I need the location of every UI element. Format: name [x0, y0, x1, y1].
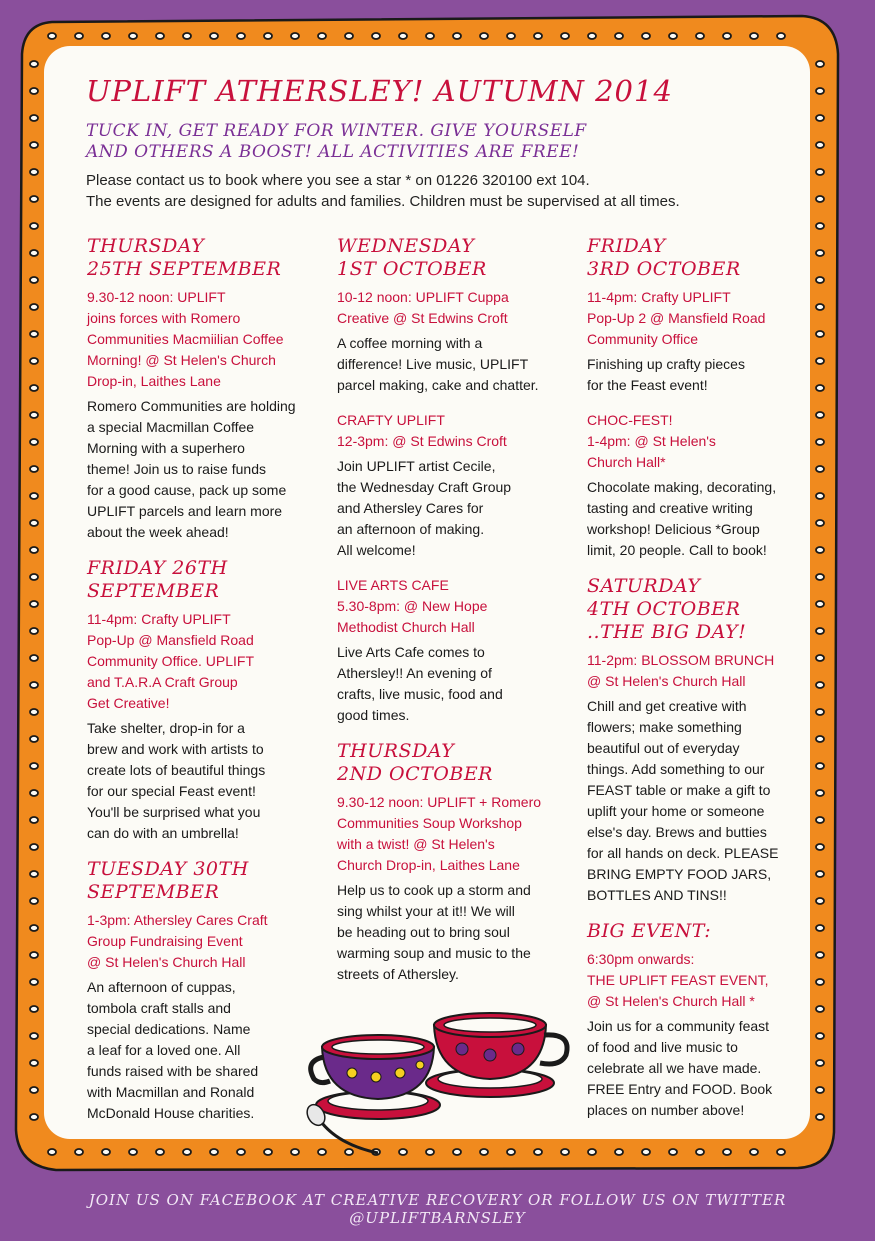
day-heading [337, 235, 561, 281]
event-title-line: 9.30-12 noon: UPLIFT + Romero [337, 794, 542, 810]
event-description-line: A coffee morning with a [337, 335, 483, 351]
event-description-line: workshop! Delicious *Group [587, 521, 760, 537]
event-description-line: Athersley!! An evening of [337, 665, 492, 681]
day-heading [587, 575, 811, 644]
day-heading-line: THURSDAY [87, 235, 205, 257]
schedule-column-1 [87, 235, 311, 1138]
day-heading-line: SEPTEMBER [87, 881, 220, 903]
day-heading-line: 3RD OCTOBER [587, 258, 741, 280]
event-description [587, 1016, 811, 1121]
event-description-line: An afternoon of cuppas, [87, 979, 236, 995]
event-description-line: warming soup and music to the [337, 945, 531, 961]
event-title-line: @ St Helen's Church Hall [587, 673, 746, 689]
event-description-line: Chocolate making, decorating, [587, 479, 777, 495]
day-heading-line: BIG EVENT: [587, 920, 712, 942]
event-title [587, 650, 811, 692]
event-description-line: of food and live music to [587, 1039, 738, 1055]
event-description-line: Join us for a community feast [587, 1018, 770, 1034]
event-description-line: about the week ahead! [87, 524, 229, 540]
event-title-line: 11-4pm: Crafty UPLIFT [587, 289, 731, 305]
day-heading [87, 858, 311, 904]
event-description-line: celebrate all we have made. [587, 1060, 762, 1076]
event-description-line: FEAST table or make a gift to [587, 782, 771, 798]
social-footer: JOIN US ON FACEBOOK AT CREATIVE RECOVERY OR FOLLOW US ON TWITTER @UPLIFTBARNSLEY [88, 1191, 787, 1227]
event-description-line: beautiful out of everyday [587, 740, 740, 756]
event-title-line: Pop-Up @ Mansfield Road [87, 632, 254, 648]
day-heading-line: WEDNESDAY [337, 235, 475, 257]
day-heading [87, 235, 311, 281]
day-heading-line: ..THE BIG DAY! [587, 621, 747, 643]
event-title-line: Group Fundraising Event [87, 933, 243, 949]
day-heading [587, 235, 811, 281]
event-title-line: CHOC-FEST! [587, 412, 673, 428]
day-heading [87, 557, 311, 603]
day-heading [337, 740, 561, 786]
event-description [87, 396, 311, 543]
event-description [87, 977, 311, 1124]
day-heading-line: SEPTEMBER [87, 580, 220, 602]
event-description [87, 718, 311, 844]
event-description-line: Chill and get creative with [587, 698, 747, 714]
event-description-line: else's day. Brews and butties [587, 824, 767, 840]
event-description-line: be heading out to bring soul [337, 924, 510, 940]
event-title [87, 609, 311, 714]
event-description-line: Live Arts Cafe comes to [337, 644, 485, 660]
event-description-line: create lots of beautiful things [87, 762, 266, 778]
event-title-line: 10-12 noon: UPLIFT Cuppa [337, 289, 509, 305]
event-title-line: Drop-in, Laithes Lane [87, 373, 221, 389]
event-title-line: THE UPLIFT FEAST EVENT, [587, 972, 769, 988]
event-description-line: Take shelter, drop-in for a [87, 720, 245, 736]
event-description-line: You'll be surprised what you [87, 804, 261, 820]
event-title-line: 9.30-12 noon: UPLIFT [87, 289, 226, 305]
event-description-line: parcel making, cake and chatter. [337, 377, 539, 393]
event-title [87, 910, 311, 973]
event-title [337, 410, 561, 452]
event-description-line: with Macmillan and Ronald [87, 1084, 255, 1100]
event-title-line: @ St Helen's Church Hall [87, 954, 246, 970]
day-heading-line: TUESDAY 30TH [87, 858, 249, 880]
event-title-line: 1-4pm: @ St Helen's [587, 433, 716, 449]
event-description-line: FREE Entry and FOOD. Book [587, 1081, 773, 1097]
event-title-line: joins forces with Romero [87, 310, 241, 326]
event-title-line: 6:30pm onwards: [587, 951, 695, 967]
event-description-line: crafts, live music, food and [337, 686, 503, 702]
booking-intro [86, 170, 680, 212]
event-title-line: Creative @ St Edwins Croft [337, 310, 508, 326]
event-description-line: good times. [337, 707, 410, 723]
event-description-line: for a good cause, pack up some [87, 482, 287, 498]
event-title-line: CRAFTY UPLIFT [337, 412, 445, 428]
event-title-line: LIVE ARTS CAFE [337, 577, 449, 593]
event-title [337, 575, 561, 638]
event-title [587, 949, 811, 1012]
event-description-line: special dedications. Name [87, 1021, 251, 1037]
event-title-line: 12-3pm: @ St Edwins Croft [337, 433, 507, 449]
event-title [87, 287, 311, 392]
event-title-line: 5.30-8pm: @ New Hope [337, 598, 488, 614]
event-title-line: Communities Macmiilian Coffee [87, 331, 284, 347]
event-description-line: BOTTLES AND TINS!! [587, 887, 727, 903]
day-heading [587, 920, 811, 943]
day-heading-line: FRIDAY [587, 235, 666, 257]
subtitle-line: AND OTHERS A BOOST! ALL ACTIVITIES ARE FREE! [86, 142, 580, 162]
event-description-line: BRING EMPTY FOOD JARS, [587, 866, 772, 882]
poster-title: UPLIFT ATHERSLEY! AUTUMN 2014 [86, 74, 673, 108]
event-description-line: Morning with a superhero [87, 440, 245, 456]
event-title-line: 1-3pm: Athersley Cares Craft [87, 912, 268, 928]
event-title-line: Church Drop-in, Laithes Lane [337, 857, 520, 873]
event-description-line: brew and work with artists to [87, 741, 264, 757]
intro-line: Please contact us to book where you see a star * on 01226 320100 ext 104. [86, 172, 590, 189]
subtitle-line: TUCK IN, GET READY FOR WINTER. GIVE YOURSELF [86, 121, 587, 141]
event-description [337, 880, 561, 985]
event-description-line: uplift your home or someone [587, 803, 765, 819]
event-title-line: Community Office [587, 331, 698, 347]
event-title-line: Morning! @ St Helen's Church [87, 352, 276, 368]
day-heading-line: 4TH OCTOBER [587, 598, 741, 620]
event-description-line: things. Add something to our [587, 761, 765, 777]
event-title-line: 11-2pm: BLOSSOM BRUNCH [587, 652, 775, 668]
event-title-line: Church Hall* [587, 454, 666, 470]
event-description [587, 354, 811, 396]
event-description [337, 456, 561, 561]
event-description-line: funds raised with be shared [87, 1063, 259, 1079]
event-description-line: tombola craft stalls and [87, 1000, 231, 1016]
event-title-line: Community Office. UPLIFT [87, 653, 255, 669]
event-description-line: for the Feast event! [587, 377, 708, 393]
event-description-line: theme! Join us to raise funds [87, 461, 266, 477]
event-description [587, 696, 811, 906]
schedule-column-3 [587, 235, 811, 1135]
event-description-line: and Athersley Cares for [337, 500, 484, 516]
event-description-line: for all hands on deck. PLEASE [587, 845, 779, 861]
event-title-line: Pop-Up 2 @ Mansfield Road [587, 310, 766, 326]
event-description-line: streets of Athersley. [337, 966, 459, 982]
event-description-line: difference! Live music, UPLIFT [337, 356, 529, 372]
event-description-line: sing whilst your at it!! We will [337, 903, 515, 919]
event-description-line: Finishing up crafty pieces [587, 356, 745, 372]
event-title [587, 410, 811, 473]
poster-subtitle [86, 121, 587, 163]
teacups-illustration [300, 985, 585, 1165]
day-heading-line: 25TH SEPTEMBER [87, 258, 282, 280]
event-description [337, 642, 561, 726]
event-description-line: All welcome! [337, 542, 416, 558]
event-title [587, 287, 811, 350]
event-description-line: can do with an umbrella! [87, 825, 239, 841]
event-title-line: Communities Soup Workshop [337, 815, 522, 831]
event-description-line: UPLIFT parcels and learn more [87, 503, 283, 519]
day-heading-line: THURSDAY [337, 740, 455, 762]
event-title-line: Methodist Church Hall [337, 619, 475, 635]
event-title [337, 792, 561, 876]
event-title-line: with a twist! @ St Helen's [337, 836, 495, 852]
event-description-line: the Wednesday Craft Group [337, 479, 512, 495]
event-description-line: Romero Communities are holding [87, 398, 296, 414]
event-description-line: for our special Feast event! [87, 783, 256, 799]
event-title-line: Get Creative! [87, 695, 170, 711]
event-title [337, 287, 561, 329]
day-heading-line: 1ST OCTOBER [337, 258, 487, 280]
event-description-line: tasting and creative writing [587, 500, 753, 516]
event-description [587, 477, 811, 561]
event-description-line: Help us to cook up a storm and [337, 882, 531, 898]
event-description-line: places on number above! [587, 1102, 745, 1118]
event-title-line: @ St Helen's Church Hall * [587, 993, 755, 1009]
event-description [337, 333, 561, 396]
event-description-line: a special Macmillan Coffee [87, 419, 255, 435]
event-title-line: 11-4pm: Crafty UPLIFT [87, 611, 231, 627]
day-heading-line: 2ND OCTOBER [337, 763, 493, 785]
event-description-line: McDonald House charities. [87, 1105, 255, 1121]
event-title-line: and T.A.R.A Craft Group [87, 674, 238, 690]
intro-line: The events are designed for adults and families. Children must be supervised at all times. [86, 193, 680, 210]
schedule-column-2 [337, 235, 561, 999]
day-heading-line: FRIDAY 26TH [87, 557, 228, 579]
event-description-line: limit, 20 people. Call to book! [587, 542, 767, 558]
event-description-line: Join UPLIFT artist Cecile, [337, 458, 496, 474]
event-description-line: flowers; make something [587, 719, 742, 735]
event-description-line: an afternoon of making. [337, 521, 485, 537]
event-description-line: a leaf for a loved one. All [87, 1042, 241, 1058]
day-heading-line: SATURDAY [587, 575, 701, 597]
